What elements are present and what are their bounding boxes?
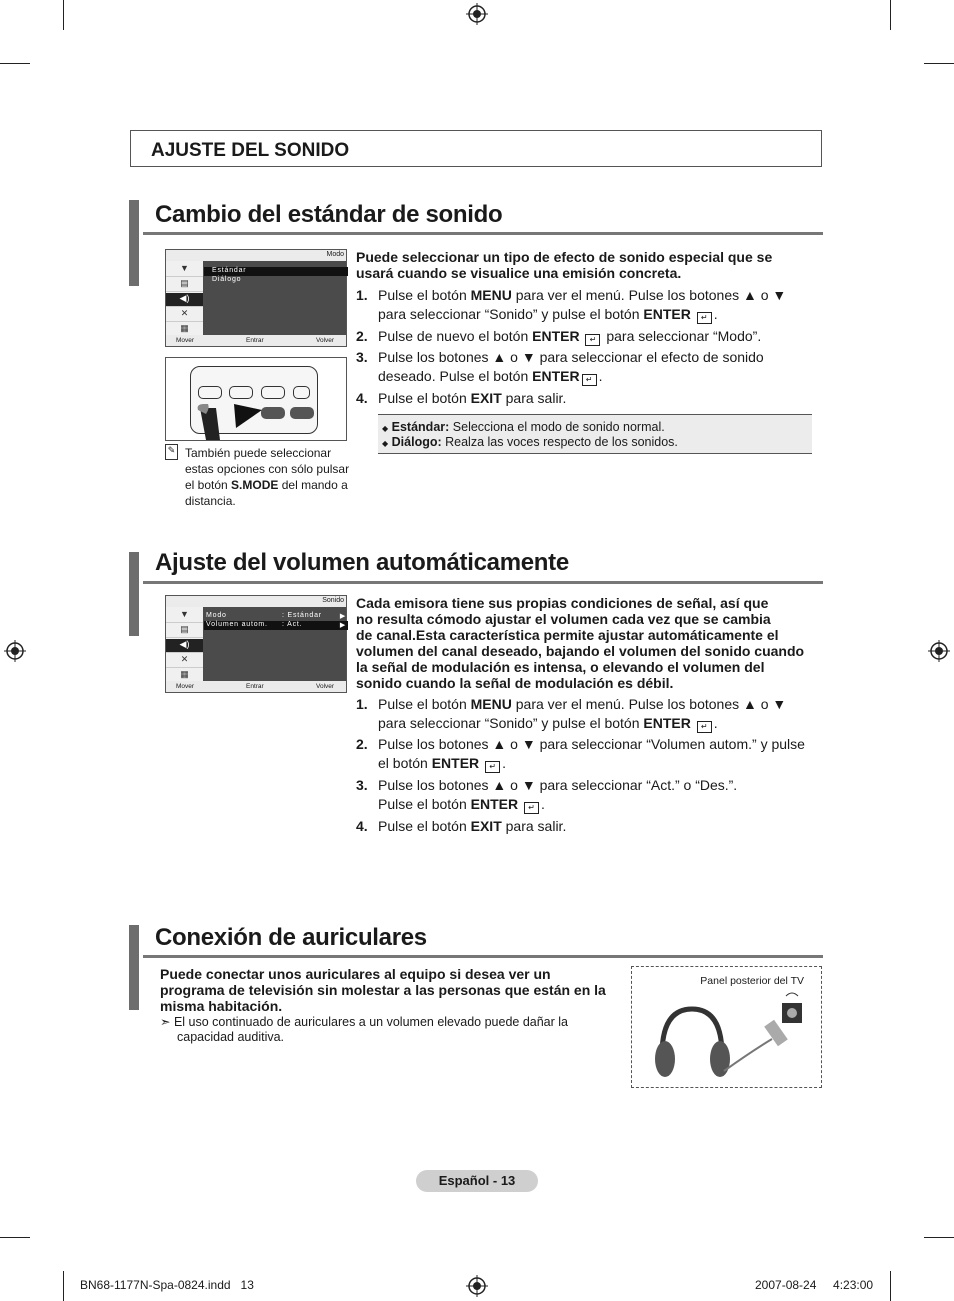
setup-icon: ✕ [166,308,203,322]
input-icon: ▦ [166,669,203,683]
remote-note: También puede seleccionar estas opciones con sólo pulsar el botón S.MODE del mando a distancia. [185,446,350,508]
step-3-line-2: deseado. Pulse el botón ENTER ↵ . [378,368,603,384]
crop-mark [0,63,30,64]
section-title-auto-volume: Ajuste del volumen automáticamente [155,549,569,576]
registration-mark-icon [928,640,950,662]
s2-step-1-line-2: para seleccionar “Sonido” y pulse el botón ENTER ↵ . [378,715,718,731]
registration-mark-icon [466,3,488,25]
osd-row-auto-volume: Volumen autom. : Act. ▶ [206,621,346,629]
crop-mark [63,1271,64,1301]
osd-row-mode: Modo : Estándar ▶ [206,612,346,620]
osd-footer-enter: Entrar [246,683,264,690]
enter-icon: ↵ [524,802,539,814]
step-1-line-2: para seleccionar “Sonido” y pulse el botón ENTER ↵ . [378,306,718,322]
s2-step-4-line-1: Pulse el botón EXIT para salir. [378,818,567,834]
enter-icon: ↵ [697,312,712,324]
crop-mark [924,63,954,64]
step-4-line-1: Pulse el botón EXIT para salir. [378,390,567,406]
headphone-warning: ➣ El uso continuado de auriculares a un volumen elevado puede dañar la capacidad auditiva. [160,1015,568,1044]
section3-intro: Puede conectar unos auriculares al equipo si desea ver un programa de televisión sin molestar a las personas que están en la misma habitación. [160,966,606,1014]
step-number: 4. [356,390,368,406]
option-standard: ◆ Estándar: Selecciona el modo de sonido normal. [382,420,665,434]
osd-item-dialog: Diálogo [212,276,242,283]
picture-icon: ▤ [166,278,203,292]
crop-mark [890,1271,891,1301]
headphones-icon [632,991,821,1087]
enter-icon: ↵ [697,721,712,733]
section1-intro: Puede seleccionar un tipo de efecto de sonido especial que se usará cuando se visualice una emisión concreta. [356,249,773,281]
file-name: BN68-1177N-Spa-0824.indd 13 [80,1278,254,1292]
osd-footer-move: Mover [176,683,195,690]
title-rule [143,232,823,235]
step-number: 1. [356,696,368,712]
arrow-icon: ➣ [160,1015,171,1029]
osd-auto-volume-menu [165,595,347,693]
osd-menu-label: Sonido [322,597,344,604]
osd-sound-mode-menu [165,249,347,347]
step-2-line-1: Pulse de nuevo el botón ENTER ↵ para seleccionar “Modo”. [378,328,762,344]
remote-control-illustration [165,357,347,441]
crop-mark [63,0,64,30]
title-accent-bar [129,552,139,636]
step-number: 3. [356,349,368,365]
s2-step-2-line-1: Pulse los botones ▲ o ▼ para seleccionar “Volumen autom.” y pulse [378,736,805,752]
speaker-icon: ◀) [166,293,203,307]
step-number: 2. [356,328,368,344]
section-header [130,130,822,167]
osd-footer-enter: Entrar [246,337,264,344]
step-1-line-1: Pulse el botón MENU para ver el menú. Pulse los botones ▲ o ▼ [378,287,787,303]
picture-icon: ▤ [166,624,203,638]
s2-step-3-line-1: Pulse los botones ▲ o ▼ para seleccionar “Act.” o “Des.”. [378,777,738,793]
section-title-headphones: Conexión de auriculares [155,924,427,951]
print-timestamp: 2007-08-24 4:23:00 [755,1278,874,1292]
step-number: 3. [356,777,368,793]
step-3-line-1: Pulse los botones ▲ o ▼ para seleccionar el efecto de sonido [378,349,764,365]
osd-footer-back: Volver [316,683,335,690]
s2-step-3-line-2: Pulse el botón ENTER ↵ . [378,796,545,812]
page-number-badge: Español - 13 [416,1170,538,1192]
note-icon: ✎ [165,444,178,460]
speaker-icon: ◀) [166,639,203,653]
step-number: 1. [356,287,368,303]
headphone-panel-illustration [631,966,822,1088]
osd-item-standard: Estándar [204,267,348,276]
osd-menu-label: Modo [326,251,344,258]
registration-mark-icon [466,1275,488,1297]
osd-footer-back: Volver [316,337,335,344]
panel-label: Panel posterior del TV [700,975,804,987]
section-title-sound-standard: Cambio del estándar de sonido [155,201,503,228]
option-dialog: ◆ Diálogo: Realza las voces respecto de los sonidos. [382,435,678,449]
enter-icon: ↵ [582,374,597,386]
crop-mark [924,1237,954,1238]
title-rule [143,581,823,584]
s2-step-1-line-1: Pulse el botón MENU para ver el menú. Pulse los botones ▲ o ▼ [378,696,787,712]
section-header-title: AJUSTE DEL SONIDO [151,140,350,161]
registration-mark-icon [4,640,26,662]
s2-step-2-line-2: el botón ENTER ↵ . [378,755,506,771]
antenna-icon: ▼ [166,609,203,623]
section2-intro: Cada emisora tiene sus propias condiciones de señal, así que no resulta cómodo ajustar el volumen cada vez que se cambia de canal.Esta característica permite ajustar automáticamente el volumen del canal deseado, bajando el volumen del sonido cuando la señal de modulación es intensa, o elevando el volumen del sonido cuando la señal de modulación es débil. [356,595,805,691]
enter-icon: ↵ [585,334,600,346]
step-number: 4. [356,818,368,834]
title-rule [143,955,823,958]
title-accent-bar [129,925,139,1010]
step-number: 2. [356,736,368,752]
setup-icon: ✕ [166,654,203,668]
crop-mark [890,0,891,30]
osd-footer-move: Mover [176,337,195,344]
enter-icon: ↵ [485,761,500,773]
sound-mode-options-box [378,414,812,454]
antenna-icon: ▼ [166,263,203,277]
input-icon: ▦ [166,323,203,337]
crop-mark [0,1237,30,1238]
title-accent-bar [129,200,139,286]
